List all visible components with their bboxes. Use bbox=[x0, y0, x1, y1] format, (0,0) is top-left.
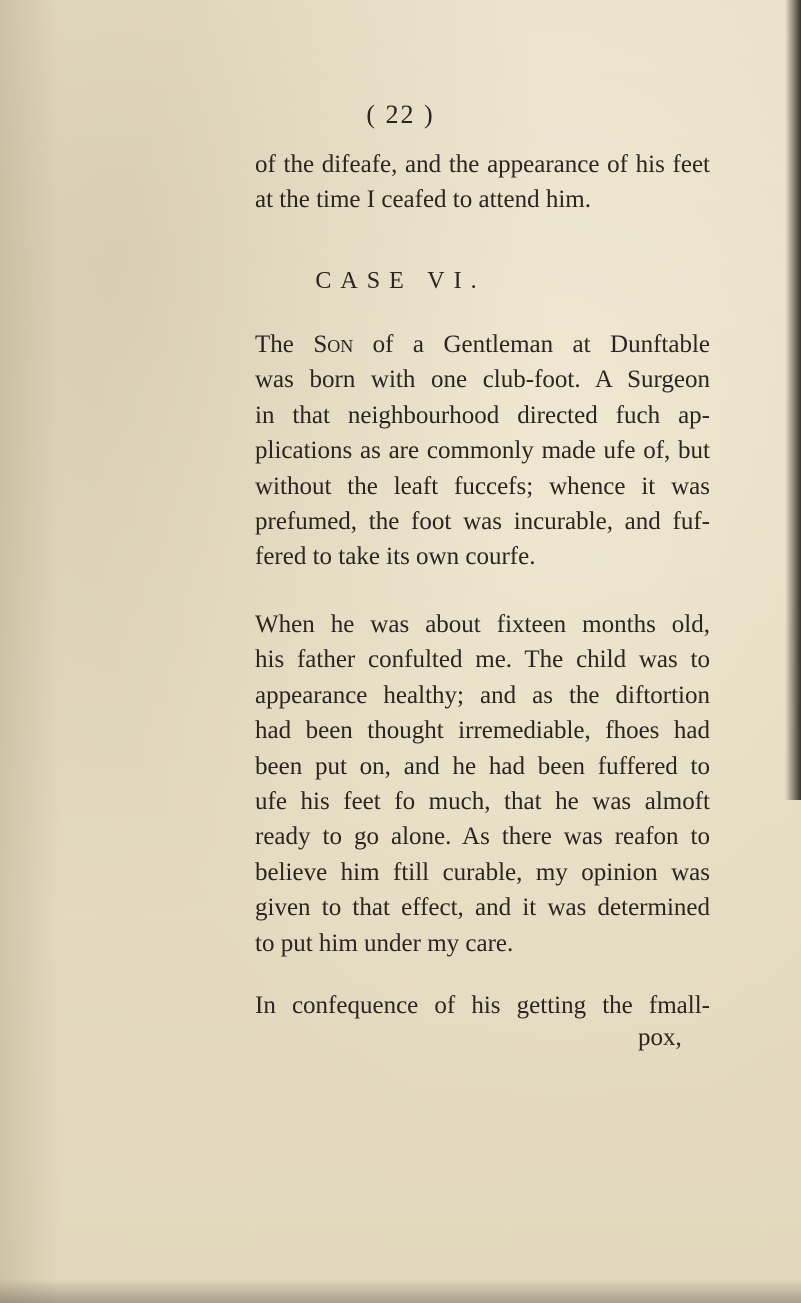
catchword: pox, bbox=[638, 1024, 682, 1051]
small-caps-word: Son bbox=[313, 331, 354, 358]
text-line: had been thought irremediable, fhoes had bbox=[255, 717, 710, 745]
text-line: in that neighbourhood directed fuch ap- bbox=[255, 401, 710, 429]
paragraph-consequence bbox=[255, 988, 710, 1023]
paragraph-case-description bbox=[255, 327, 710, 575]
text-line: was born with one club-foot. A Surgeon bbox=[255, 366, 710, 394]
first-line-rest: of a Gentleman at Dunftable bbox=[353, 331, 711, 358]
text-line: In confequence of his getting the fmall- bbox=[255, 992, 710, 1019]
text-line bbox=[255, 327, 710, 362]
text-line: fered to take its own courfe. bbox=[255, 543, 536, 571]
page-bottom-shadow bbox=[0, 1279, 801, 1303]
text-line: appearance healthy; and as the diftortion bbox=[255, 681, 710, 709]
text-line: been put on, and he had been fuffered to bbox=[255, 752, 710, 780]
first-word: The bbox=[255, 331, 294, 358]
text-line: to put him under my care. bbox=[255, 929, 514, 957]
text-line: plications as are commonly made ufe of, but bbox=[255, 437, 710, 465]
paragraph-consultation bbox=[255, 607, 710, 961]
text-line: without the leaft fuccefs; whence it was bbox=[255, 472, 710, 500]
page-gutter-shadow bbox=[0, 0, 60, 1303]
page-number: ( 22 ) bbox=[366, 100, 435, 129]
text-line: believe him ftill curable, my opinion was bbox=[255, 858, 710, 886]
text-line: When he was about fixteen months old, bbox=[255, 611, 710, 638]
case-heading: CASE VI. bbox=[315, 268, 486, 294]
text-line: prefumed, the foot was incurable, and fuf- bbox=[255, 508, 710, 536]
text-line: given to that effect, and it was determined bbox=[255, 894, 710, 922]
text-line: his father confulted me. The child was to bbox=[255, 646, 710, 674]
text-line: of the difeafe, and the appearance of his feet bbox=[255, 151, 710, 178]
text-line: at the time I ceafed to attend him. bbox=[255, 186, 591, 214]
text-line: ready to go alone. As there was reafon to bbox=[255, 823, 710, 851]
intro-paragraph bbox=[255, 147, 710, 218]
text-line: ufe his feet fo much, that he was almoft bbox=[255, 788, 710, 816]
